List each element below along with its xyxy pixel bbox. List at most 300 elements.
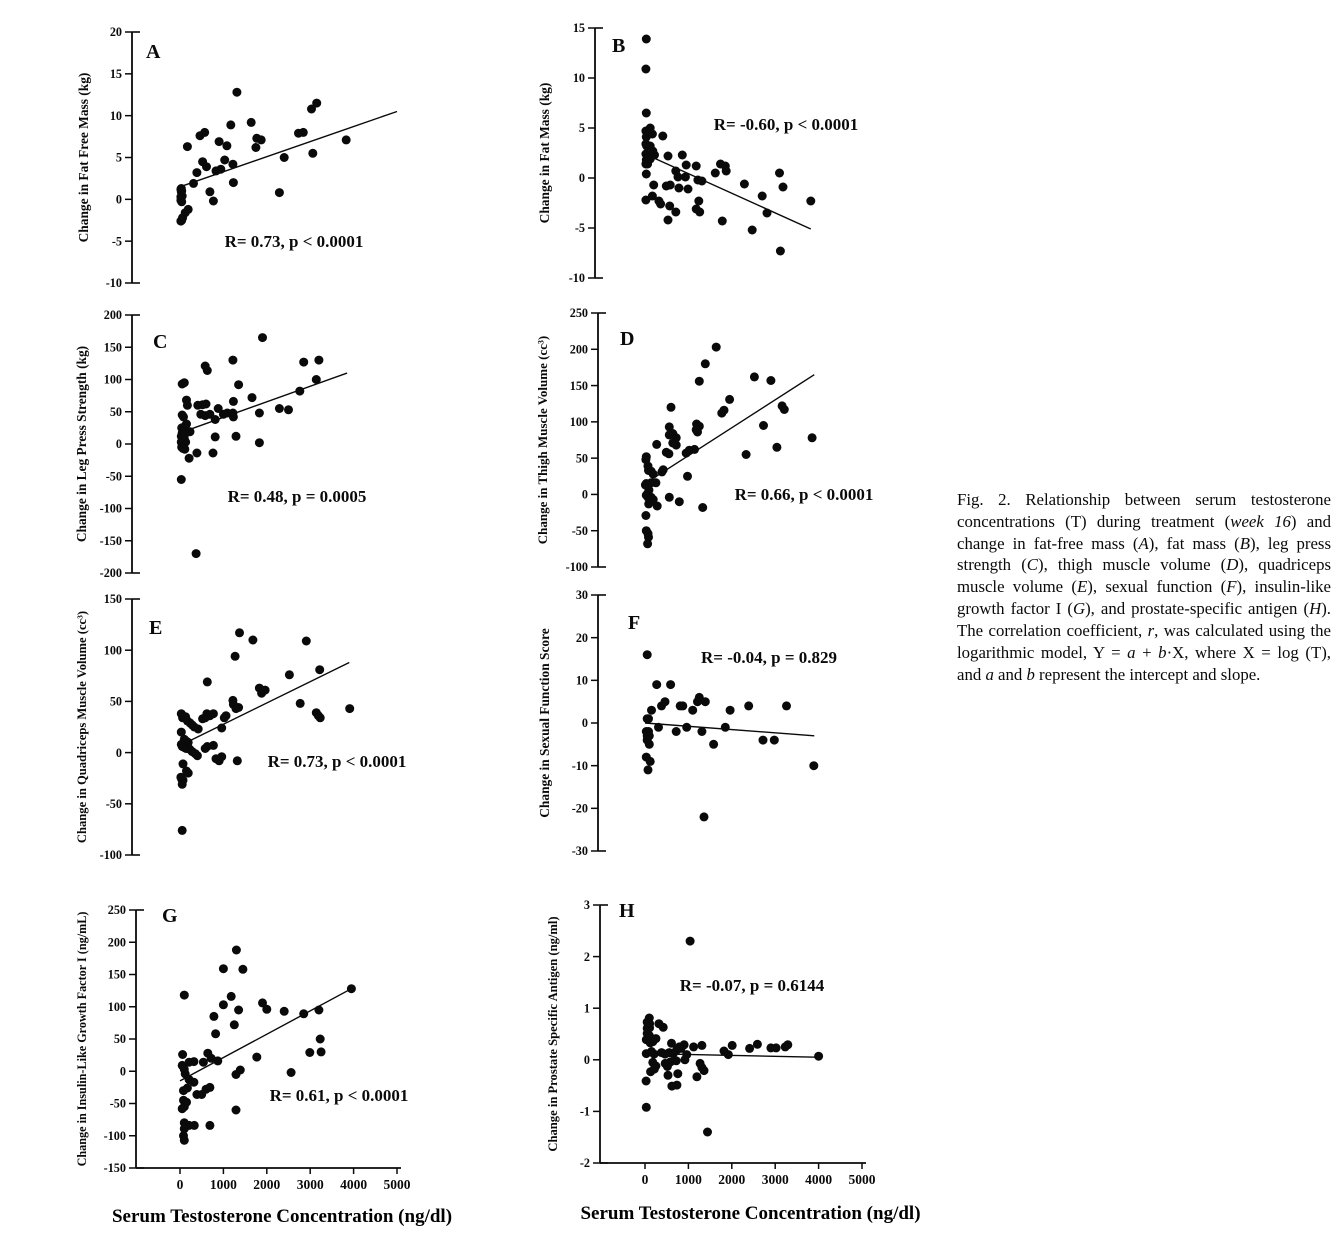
caption-text-segment: ), and prostate-specific antigen ( [1085, 599, 1310, 619]
data-point [675, 497, 684, 506]
caption-text-segment: represent the intercept and slope. [1034, 664, 1261, 684]
caption-italic-segment: G [1072, 599, 1086, 619]
data-point [680, 1055, 689, 1064]
data-point [722, 167, 731, 176]
data-point [770, 736, 779, 745]
data-point [642, 35, 651, 44]
data-point [726, 706, 735, 715]
data-points [642, 937, 824, 1137]
y-axis-title: Change in Prostate Specific Antigen (ng/ml) [546, 916, 560, 1152]
data-point [314, 356, 323, 365]
y-tick-label: -20 [571, 801, 588, 816]
data-point [232, 946, 241, 955]
y-tick-label: -50 [109, 1096, 126, 1111]
data-point [782, 701, 791, 710]
y-tick-label: -10 [568, 271, 585, 286]
caption-italic-segment: week 16 [1230, 511, 1291, 531]
data-point [809, 761, 818, 770]
data-point [642, 1077, 651, 1086]
stats-label: R= -0.04, p = 0.829 [700, 648, 838, 667]
caption-text-segment: ), thigh muscle volume ( [1038, 555, 1227, 575]
data-point [649, 470, 658, 479]
figure-caption [957, 489, 1331, 685]
y-tick-label: 100 [103, 372, 122, 387]
data-point [314, 1006, 323, 1015]
stats-label: R= 0.66, p < 0.0001 [734, 485, 874, 504]
caption-italic-segment: A [1138, 533, 1149, 553]
data-point [229, 397, 238, 406]
y-tick-label: -100 [99, 848, 122, 863]
data-point [205, 1083, 214, 1092]
data-point [199, 1058, 208, 1067]
data-point [717, 409, 726, 418]
caption-text-segment: Fig. 2. Relationship between serum testosterone concentrations (T) during treatment ( [957, 490, 1331, 531]
data-point [180, 445, 189, 454]
data-point [657, 701, 666, 710]
x-tick-label: 0 [641, 1172, 649, 1187]
data-point [205, 1121, 214, 1130]
y-tick-label: 0 [583, 1053, 590, 1067]
x-tick-label: 4000 [340, 1177, 368, 1192]
scatter-panel-E [75, 592, 406, 862]
data-point [275, 404, 284, 413]
data-point [217, 724, 226, 733]
data-point [285, 670, 294, 679]
caption-text-segment: ), fat mass ( [1148, 533, 1240, 553]
data-point [226, 120, 235, 129]
data-point [251, 143, 260, 152]
data-point [745, 1044, 754, 1053]
data-point [183, 401, 192, 410]
y-tick-label: -200 [99, 566, 122, 581]
data-point [783, 1040, 792, 1049]
data-point [219, 964, 228, 973]
data-point [682, 161, 691, 170]
data-point [772, 443, 781, 452]
data-point [177, 475, 186, 484]
x-tick-label: 5000 [848, 1172, 876, 1187]
data-point [201, 713, 210, 722]
data-point [234, 380, 243, 389]
data-point [766, 376, 775, 385]
data-point [763, 209, 772, 218]
data-point [302, 637, 311, 646]
data-point [759, 736, 768, 745]
caption-text-segment: , was calculated using the logarithmic model, Y = [957, 620, 1331, 662]
data-point [748, 226, 757, 235]
data-point [317, 1047, 326, 1056]
data-point [659, 1023, 668, 1032]
caption-italic-segment: E [1077, 577, 1088, 597]
data-point [641, 196, 650, 205]
data-point [664, 449, 673, 458]
data-point [255, 409, 264, 418]
data-point [753, 1040, 762, 1049]
caption-italic-segment: a [985, 664, 994, 684]
data-point [742, 450, 751, 459]
caption-text-segment: + [1135, 642, 1159, 662]
caption-italic-segment: H [1309, 599, 1322, 619]
y-tick-label: -5 [574, 221, 585, 236]
scatter-panel-H [546, 898, 876, 1187]
data-point [185, 454, 194, 463]
stats-label: R= 0.48, p = 0.0005 [227, 487, 367, 506]
data-point [234, 703, 243, 712]
data-point [184, 205, 193, 214]
y-tick-label: 0 [115, 192, 122, 207]
data-point [772, 1043, 781, 1052]
data-point [750, 372, 759, 381]
data-point [178, 1104, 187, 1113]
data-point [209, 1012, 218, 1021]
x-tick-label: 0 [176, 1177, 184, 1192]
data-point [192, 168, 201, 177]
data-point [688, 706, 697, 715]
data-point [644, 765, 653, 774]
data-point [671, 208, 680, 217]
data-point [193, 751, 202, 760]
data-point [678, 151, 687, 160]
data-point [209, 197, 218, 206]
data-point [744, 701, 753, 710]
data-point [697, 177, 706, 186]
data-point [247, 118, 256, 127]
data-point [646, 155, 655, 164]
y-tick-label: 150 [103, 340, 122, 355]
data-point [775, 169, 784, 178]
data-point [653, 502, 662, 511]
data-point [692, 162, 701, 171]
data-point [219, 1000, 228, 1009]
data-point [202, 162, 211, 171]
data-point [665, 493, 674, 502]
data-point [257, 135, 266, 144]
data-point [664, 216, 673, 225]
data-point [740, 180, 749, 189]
panel-letter: G [162, 905, 178, 927]
data-point [689, 1042, 698, 1051]
data-point [308, 149, 317, 158]
caption-text-segment: ). The correlation coefficient, [957, 599, 1331, 640]
scatter-panel-A [76, 25, 397, 290]
data-point [211, 432, 220, 441]
scatter-panel-G [75, 903, 411, 1192]
panel-letter: B [612, 35, 626, 57]
data-point [180, 991, 189, 1000]
data-point [287, 1068, 296, 1077]
data-point [296, 699, 305, 708]
y-tick-label: 15 [109, 67, 122, 82]
data-points [176, 88, 350, 226]
y-tick-label: -2 [579, 1156, 590, 1171]
data-point [668, 438, 677, 447]
data-point [183, 1084, 192, 1093]
data-point [681, 173, 690, 182]
y-axis-title: Change in Insulin-Like Growth Factor I (ng/mL) [75, 911, 89, 1167]
y-tick-label: 50 [575, 451, 588, 466]
data-points [642, 650, 819, 821]
y-axis-title: Change in Sexual Function Score [537, 628, 552, 818]
data-point [261, 686, 270, 695]
y-tick-label: 5 [578, 121, 585, 136]
data-point [229, 178, 238, 187]
data-point [652, 440, 661, 449]
y-tick-label: -50 [571, 523, 588, 538]
stats-label: R= -0.07, p = 0.6144 [679, 976, 825, 995]
y-tick-label: 0 [578, 171, 585, 186]
data-point [216, 165, 225, 174]
data-point [724, 1050, 733, 1059]
data-point [180, 1136, 189, 1145]
y-tick-label: 50 [113, 1032, 126, 1047]
caption-italic-segment: b [1158, 642, 1167, 662]
x-axis-title-right: Serum Testosterone Concentration (ng/dl) [580, 1203, 921, 1224]
data-point [650, 1065, 659, 1074]
data-point [315, 665, 324, 674]
y-tick-label: 10 [575, 673, 588, 688]
y-tick-label: -10 [105, 276, 122, 291]
data-point [280, 153, 289, 162]
y-tick-label: 1 [583, 1001, 590, 1016]
data-point [674, 184, 683, 193]
data-point [211, 415, 220, 424]
caption-text-segment: ) and change in fat-free mass ( [957, 511, 1331, 553]
data-point [194, 725, 203, 734]
data-point [345, 704, 354, 713]
data-point [215, 137, 224, 146]
data-point [235, 628, 244, 637]
x-tick-label: 2000 [718, 1172, 746, 1187]
data-point [299, 358, 308, 367]
data-point [652, 680, 661, 689]
y-axis-title: Change in Quadriceps Muscle Volume (cc³) [75, 610, 89, 844]
y-tick-label: -5 [111, 234, 122, 249]
data-point [342, 135, 351, 144]
data-point [200, 128, 209, 137]
data-point [701, 697, 710, 706]
data-point [644, 499, 653, 508]
y-tick-label: 250 [569, 306, 588, 321]
y-tick-label: 0 [581, 716, 588, 731]
data-point [312, 99, 321, 108]
y-tick-label: -1 [579, 1104, 590, 1119]
data-point [664, 1071, 673, 1080]
y-tick-label: -100 [99, 501, 122, 516]
caption-italic-segment: C [1026, 555, 1038, 575]
data-point [683, 472, 692, 481]
data-point [232, 432, 241, 441]
caption-italic-segment: F [1226, 577, 1237, 597]
data-point [694, 197, 703, 206]
data-point [178, 213, 187, 222]
data-point [236, 1066, 245, 1075]
data-point [284, 405, 293, 414]
data-point [647, 706, 656, 715]
data-points [178, 946, 356, 1145]
data-point [672, 1081, 681, 1090]
caption-text-segment: and [993, 664, 1027, 684]
data-point [192, 449, 201, 458]
y-tick-label: 10 [572, 71, 585, 86]
y-tick-label: 50 [109, 404, 122, 419]
data-points [177, 333, 324, 558]
data-point [347, 984, 356, 993]
data-point [672, 1056, 681, 1065]
panel-letter: E [149, 617, 163, 639]
stats-label: R= -0.60, p < 0.0001 [713, 115, 859, 134]
y-tick-label: 200 [103, 308, 122, 323]
data-point [275, 188, 284, 197]
y-tick-label: 15 [572, 21, 585, 36]
data-point [712, 343, 721, 352]
y-tick-label: 200 [569, 342, 588, 357]
data-point [189, 179, 198, 188]
data-point [229, 412, 238, 421]
data-point [649, 181, 658, 190]
data-point [299, 128, 308, 137]
data-point [701, 359, 710, 368]
caption-italic-segment: B [1239, 533, 1250, 553]
y-tick-label: 200 [107, 935, 126, 950]
data-point [718, 217, 727, 226]
data-points [641, 343, 817, 549]
data-point [648, 130, 657, 139]
caption-italic-segment: b [1026, 664, 1035, 684]
y-tick-label: 0 [119, 1064, 126, 1079]
panel-letter: A [146, 41, 161, 63]
data-point [664, 152, 673, 161]
data-point [780, 405, 789, 414]
x-tick-label: 2000 [253, 1177, 281, 1192]
data-point [642, 109, 651, 118]
data-point [202, 400, 211, 409]
panel-letter: H [619, 900, 635, 922]
data-point [316, 1035, 325, 1044]
data-point [725, 395, 734, 404]
data-point [189, 1057, 198, 1066]
data-point [672, 727, 681, 736]
data-point [643, 539, 652, 548]
data-point [700, 812, 709, 821]
regression-line [180, 111, 397, 186]
data-point [641, 511, 650, 520]
y-tick-label: 250 [107, 903, 126, 918]
data-point [698, 503, 707, 512]
data-point [248, 393, 257, 402]
y-tick-label: 100 [107, 999, 126, 1014]
data-point [814, 1052, 823, 1061]
x-tick-label: 3000 [761, 1172, 789, 1187]
data-point [295, 387, 304, 396]
y-tick-label: 2 [583, 949, 590, 964]
data-point [697, 727, 706, 736]
data-point [231, 652, 240, 661]
y-tick-label: 0 [581, 487, 588, 502]
data-point [178, 1050, 187, 1059]
y-tick-label: 0 [115, 437, 122, 452]
data-point [693, 428, 702, 437]
y-tick-label: 10 [109, 108, 122, 123]
data-point [190, 1121, 199, 1130]
caption-text-segment: ), leg press strength ( [957, 533, 1331, 575]
y-tick-label: 0 [115, 745, 122, 760]
data-point [759, 421, 768, 430]
data-point [690, 445, 699, 454]
data-points [176, 628, 354, 835]
x-tick-label: 4000 [805, 1172, 833, 1187]
data-point [646, 757, 655, 766]
regression-line [187, 662, 350, 742]
data-point [673, 1069, 682, 1078]
data-point [238, 965, 247, 974]
y-axis-title: Change in Leg Press Strength (kg) [74, 345, 89, 543]
data-point [654, 723, 663, 732]
scatter-panel-D [535, 306, 873, 574]
data-point [178, 826, 187, 835]
data-points [641, 35, 815, 256]
stats-label: R= 0.73, p < 0.0001 [224, 232, 364, 251]
data-point [667, 403, 676, 412]
data-point [645, 740, 654, 749]
y-tick-label: -10 [571, 758, 588, 773]
data-point [643, 650, 652, 659]
data-point [252, 1053, 261, 1062]
data-point [728, 1041, 737, 1050]
y-tick-label: 3 [583, 898, 590, 913]
caption-text-segment: ), quadriceps muscle volume ( [957, 555, 1331, 597]
caption-italic-segment: D [1226, 555, 1239, 575]
data-point [209, 449, 218, 458]
data-point [262, 1005, 271, 1014]
data-point [213, 1056, 222, 1065]
y-tick-label: 50 [109, 694, 122, 709]
data-point [682, 723, 691, 732]
y-tick-label: 20 [109, 25, 122, 40]
data-point [806, 197, 815, 206]
panel-letter: C [153, 331, 168, 353]
stats-label: R= 0.73, p < 0.0001 [267, 752, 407, 771]
data-point [650, 1050, 659, 1059]
data-point [178, 780, 187, 789]
x-tick-label: 3000 [296, 1177, 324, 1192]
y-tick-label: -30 [571, 844, 588, 859]
caption-text-segment: ), insulin-like growth factor I ( [957, 577, 1331, 619]
y-tick-label: 150 [569, 378, 588, 393]
caption-italic-segment: a [1127, 642, 1136, 662]
data-point [217, 752, 226, 761]
data-point [312, 375, 321, 384]
data-point [642, 170, 651, 179]
y-tick-label: 5 [115, 150, 122, 165]
data-point [721, 723, 730, 732]
y-tick-label: -150 [103, 1161, 126, 1176]
caption-text-segment: ·X, where X = log (T), and [957, 642, 1331, 684]
data-point [666, 680, 675, 689]
data-point [684, 185, 693, 194]
data-point [808, 433, 817, 442]
data-point [299, 1009, 308, 1018]
y-tick-label: 30 [575, 588, 588, 603]
data-point [658, 132, 667, 141]
scatter-panel-B [537, 21, 858, 285]
data-point [183, 142, 192, 151]
data-point [228, 356, 237, 365]
data-point [666, 181, 675, 190]
data-point [233, 756, 242, 765]
caption-italic-segment: r [1147, 620, 1155, 640]
data-point [779, 183, 788, 192]
data-point [227, 992, 236, 1001]
